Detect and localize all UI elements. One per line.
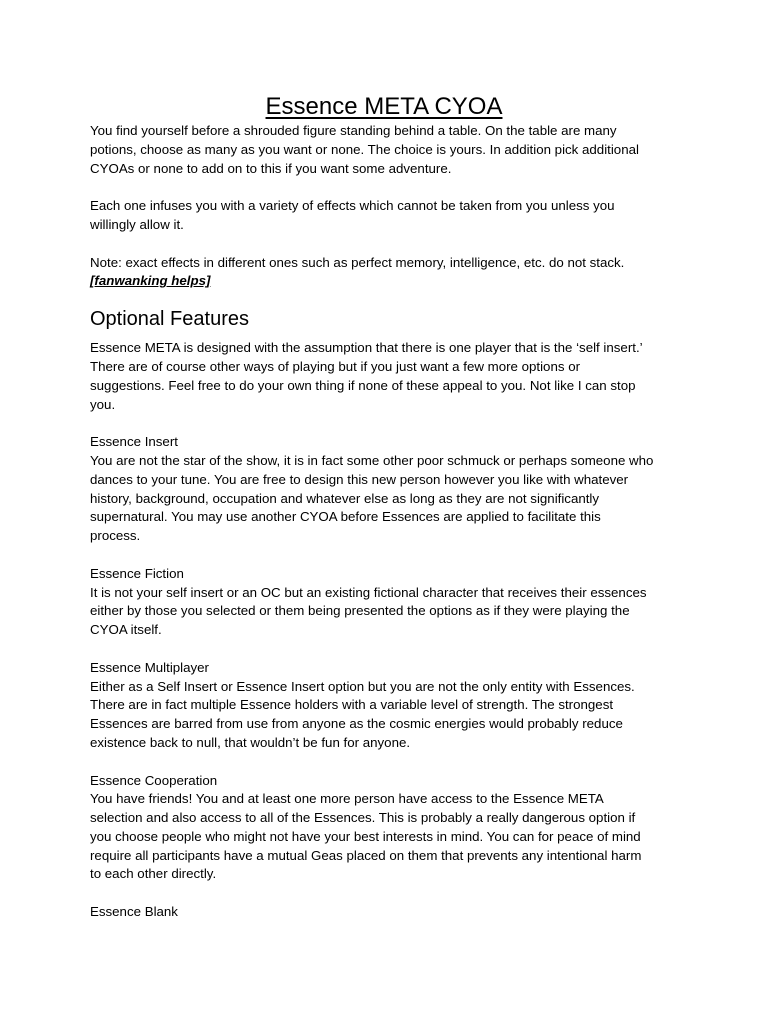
option-title: Essence Fiction [90,565,184,581]
intro-paragraph-1: You find yourself before a shrouded figure standing behind a table. On the table are many potions, choose as many as you want or none. The choice is yours. In addition pick additional CYOAs or none to add on to this if you want some adventure. [90,123,639,176]
option-title: Essence Cooperation [90,772,218,788]
section-heading-optional-features: Optional Features [90,308,249,331]
option-title: Essence Blank [90,904,178,920]
option-essence-fiction [90,565,678,640]
option-essence-insert [90,433,678,546]
paragraph-gap [90,235,678,254]
intro-paragraph-2: Each one infuses you with a variety of effects which cannot be taken from you unless you willingly allow it. [90,198,615,232]
paragraph-gap [90,414,678,433]
option-body: It is not your self insert or an OC but an existing fictional character that receives their essences either by those you selected or them being presented the options as if they were playing the CYOA itself. [90,584,647,638]
option-essence-blank [90,903,678,922]
option-title: Essence Insert [90,434,178,450]
option-essence-multiplayer [90,659,678,753]
option-essence-cooperation [90,772,678,885]
paragraph-gap [90,753,678,772]
document-title: Essence META CYOA [265,93,503,120]
paragraph-gap [90,640,678,659]
option-body: Either as a Self Insert or Essence Insert option but you are not the only entity with Essences. There are in fact multiple Essence holders with a variable level of strength. The strongest Essences are barred from use from anyone as the cosmic energies would probably reduce existence back to null, that wouldn’t be fun for anyone. [90,678,635,750]
paragraph-gap [90,178,678,197]
paragraph-gap [90,546,678,565]
option-body: You have friends! You and at least one more person have access to the Essence META selection and also access to all of the Essences. This is probably a really dangerous option if you choose people who might not have your best interests in mind. You can for peace of mind require all participants have a mutual Geas placed on them that prevents any intentional harm to each other directly. [90,791,642,882]
note-paragraph: Note: exact effects in different ones such as perfect memory, intelligence, etc. do not stack. [90,254,625,270]
fanwanking-link[interactable]: [fanwanking helps] [90,273,211,289]
option-body: You are not the star of the show, it is in fact some other poor schmuck or perhaps someone who dances to your tune. You are free to design this new person however you like with whatever history, background, occupation and whatever else as long as they are not significantly supernatural. You may use another CYOA before Essences are applied to facilitate this process. [90,452,654,544]
section-intro: Essence META is designed with the assumption that there is one player that is the ‘self insert.’ There are of course other ways of playing but if you just want a few more options or suggestions. Feel free to do your own thing if none of these appeal to you. Not like I can stop you. [90,340,643,412]
paragraph-gap [90,884,678,903]
option-title: Essence Multiplayer [90,659,209,675]
